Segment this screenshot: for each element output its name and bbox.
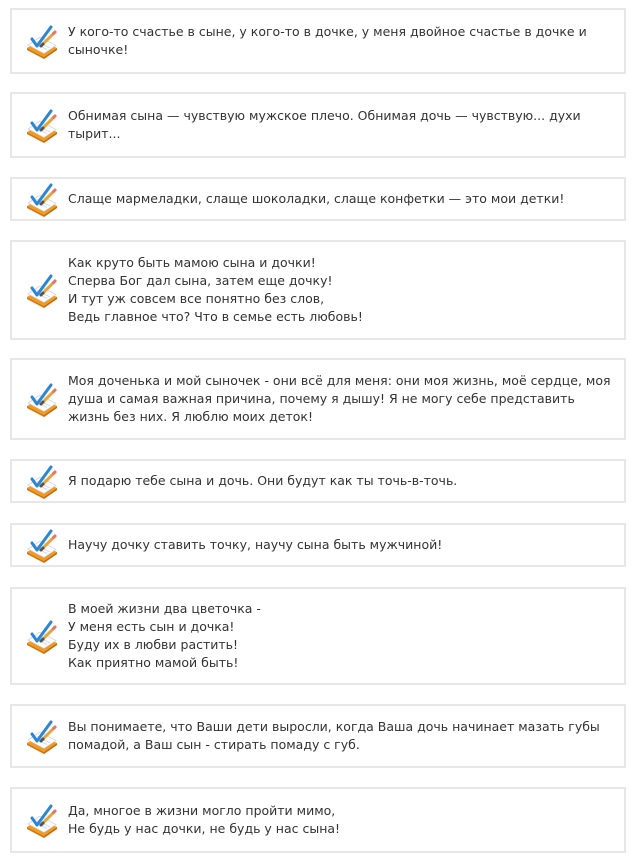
quote-text: В моей жизни два цветочка - У меня есть сын и дочка! Буду их в любви растить! Как приятно мамой быть! <box>68 601 261 670</box>
notepad-checkmark-icon <box>24 271 60 309</box>
quote-card <box>10 787 626 853</box>
quote-card <box>10 177 626 221</box>
quote-card <box>10 704 626 768</box>
notepad-checkmark-icon <box>24 462 60 500</box>
quote-text: Моя доченька и мой сыночек - они всё для меня: они моя жизнь, моё сердце, моя душа и самая важная причина, почему я дышу! Я не могу себе представить жизнь без них. Я люблю моих деток! <box>68 373 611 424</box>
quote-card <box>10 523 626 567</box>
quote-card <box>10 92 626 158</box>
quote-text: Я подарю тебе сына и дочь. Они будут как ты точь-в-точь. <box>68 473 458 488</box>
notepad-checkmark-icon <box>24 526 60 564</box>
notepad-checkmark-icon <box>24 617 60 655</box>
notepad-checkmark-icon <box>24 801 60 839</box>
quote-card <box>10 587 626 685</box>
quote-text: Слаще мармеладки, слаще шоколадки, слаще конфетки — это мои детки! <box>68 191 565 206</box>
notepad-checkmark-icon <box>24 22 60 60</box>
notepad-checkmark-icon <box>24 106 60 144</box>
quote-text: Научу дочку ставить точку, научу сына быть мужчиной! <box>68 537 443 552</box>
quote-text: Как круто быть мамою сына и дочки! Сперва Бог дал сына, затем еще дочку! И тут уж совсем все понятно без слов, Ведь главное что? Что в семье есть любовь! <box>68 255 363 324</box>
notepad-checkmark-icon <box>24 180 60 218</box>
quote-card <box>10 240 626 340</box>
quote-card <box>10 8 626 74</box>
notepad-checkmark-icon <box>24 380 60 418</box>
quote-card <box>10 358 626 440</box>
quote-card <box>10 459 626 503</box>
quote-text: Обнимая сына — чувствую мужское плечо. Обнимая дочь — чувствую... духи тырит... <box>68 108 581 141</box>
notepad-checkmark-icon <box>24 717 60 755</box>
quote-text: У кого-то счастье в сыне, у кого-то в дочке, у меня двойное счастье в дочке и сыночке! <box>68 24 587 57</box>
quote-text: Вы понимаете, что Ваши дети выросли, когда Ваша дочь начинает мазать губы помадой, а Ваш сын - стирать помаду с губ. <box>68 719 600 752</box>
quote-text: Да, многое в жизни могло пройти мимо, Не будь у нас дочки, не будь у нас сына! <box>68 803 341 836</box>
